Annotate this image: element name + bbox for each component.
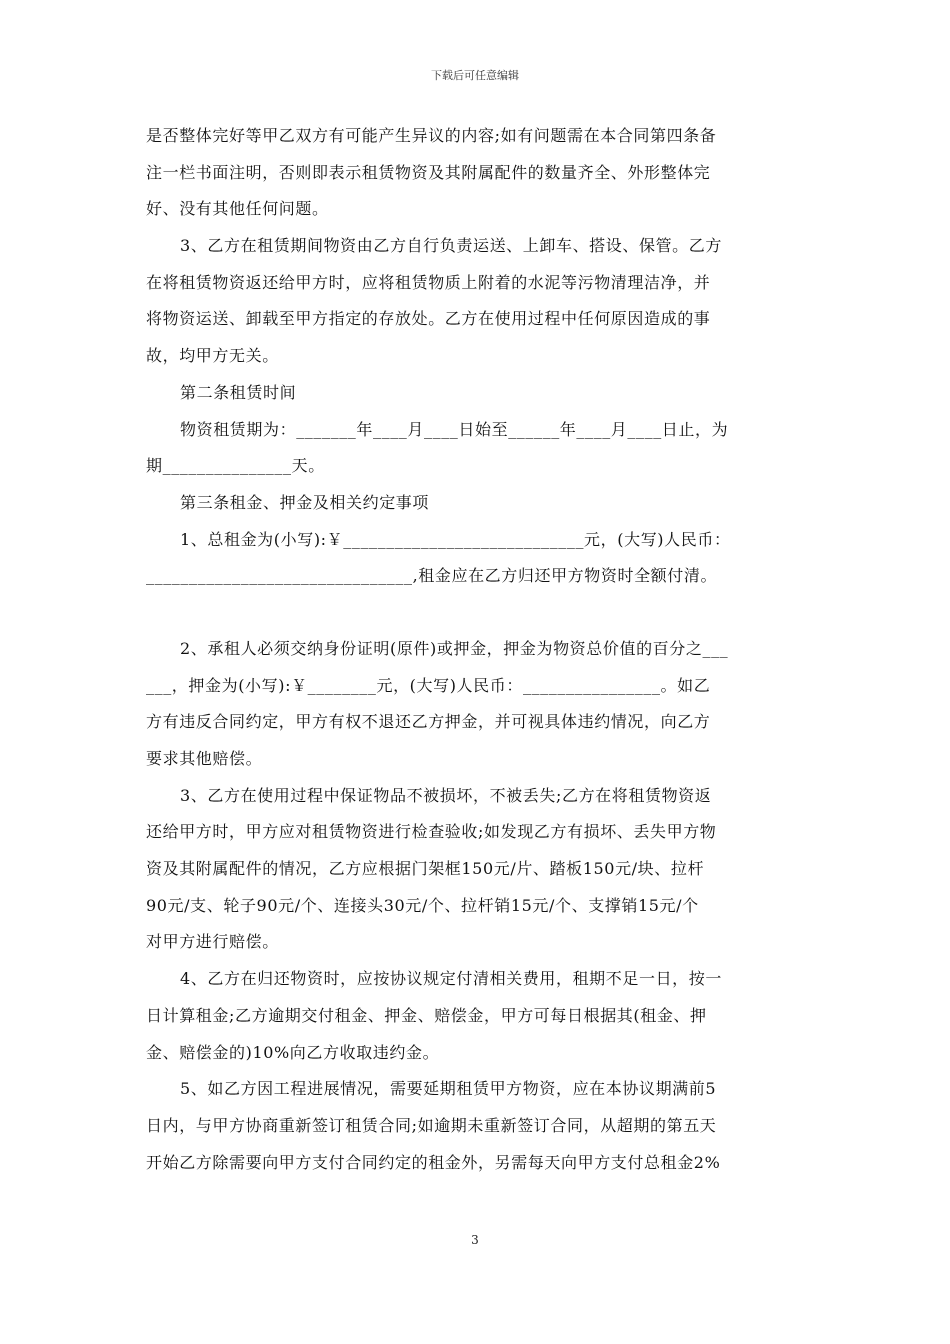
text-line: _______________________________,租金应在乙方归还甲方物资时全额付清。 [146,566,718,586]
text-line: 1、总租金为(小写):￥____________________________元，(大写)人民币： [180,529,731,549]
text-line: 对甲方进行赔偿。 [146,932,279,952]
text-line: 好、没有其他任何问题。 [146,199,329,219]
text-line: 日计算租金;乙方逾期交付租金、押金、赔偿金，甲方可每日根据其(租金、押 [146,1005,707,1025]
text-line: 日内，与甲方协商重新签订租赁合同;如逾期未重新签订合同，从超期的第五天 [146,1115,717,1135]
text-line: 3、乙方在租赁期间物资由乙方自行负责运送、上卸车、搭设、保管。乙方 [180,236,722,256]
text-line: 将物资运送、卸载至甲方指定的存放处。乙方在使用过程中任何原因造成的事 [146,309,711,329]
text-line: 注一栏书面注明，否则即表示租赁物资及其附属配件的数量齐全、外形整体完 [146,162,711,182]
text-line: 期_______________天。 [146,456,325,476]
text-line: 资及其附属配件的情况，乙方应根据门架框150元/片、踏板150元/块、拉杆 [146,859,705,879]
section-heading: 第二条租赁时间 [180,382,297,402]
page-number: 3 [471,1233,479,1247]
text-line: 2、承租人必须交纳身份证明(原件)或押金，押金为物资总价值的百分之___ [180,638,729,658]
section-heading: 第三条租金、押金及相关约定事项 [180,492,430,512]
text-line: 在将租赁物资返还给甲方时，应将租赁物质上附着的水泥等污物清理洁净，并 [146,272,711,292]
text-line: 金、赔偿金的)10%向乙方收取违约金。 [146,1042,440,1062]
text-line: 5、如乙方因工程进展情况，需要延期租赁甲方物资，应在本协议期满前5 [180,1079,717,1099]
text-line: 要求其他赔偿。 [146,749,263,768]
text-line: ___，押金为(小写):￥________元，(大写)人民币：________________。如乙 [146,675,711,695]
paragraph-gap [146,595,806,631]
text-line: 还给甲方时，甲方应对租赁物资进行检查验收;如发现乙方有损坏、丢失甲方物 [146,822,717,842]
text-line: 3、乙方在使用过程中保证物品不被损坏，不被丢失;乙方在将租赁物资返 [180,785,712,805]
document-body [146,118,806,1181]
page-header: 下载后可任意编辑 [431,69,519,82]
text-line: 4、乙方在归还物资时，应按协议规定付清相关费用，租期不足一日，按一 [180,969,722,989]
text-line: 90元/支、轮子90元/个、连接头30元/个、拉杆销15元/个、支撑销15元/个 [146,895,699,915]
text-line: 物资租赁期为：_______年____月____日始至______年____月____日止，为 [180,419,729,439]
text-line: 故，均甲方无关。 [146,346,279,366]
text-line: 开始乙方除需要向甲方支付合同约定的租金外，另需每天向甲方支付总租金2% [146,1152,721,1172]
text-line: 是否整体完好等甲乙双方有可能产生异议的内容;如有问题需在本合同第四条备 [146,126,717,145]
text-line: 方有违反合同约定，甲方有权不退还乙方押金，并可视具体违约情况，向乙方 [146,712,711,732]
